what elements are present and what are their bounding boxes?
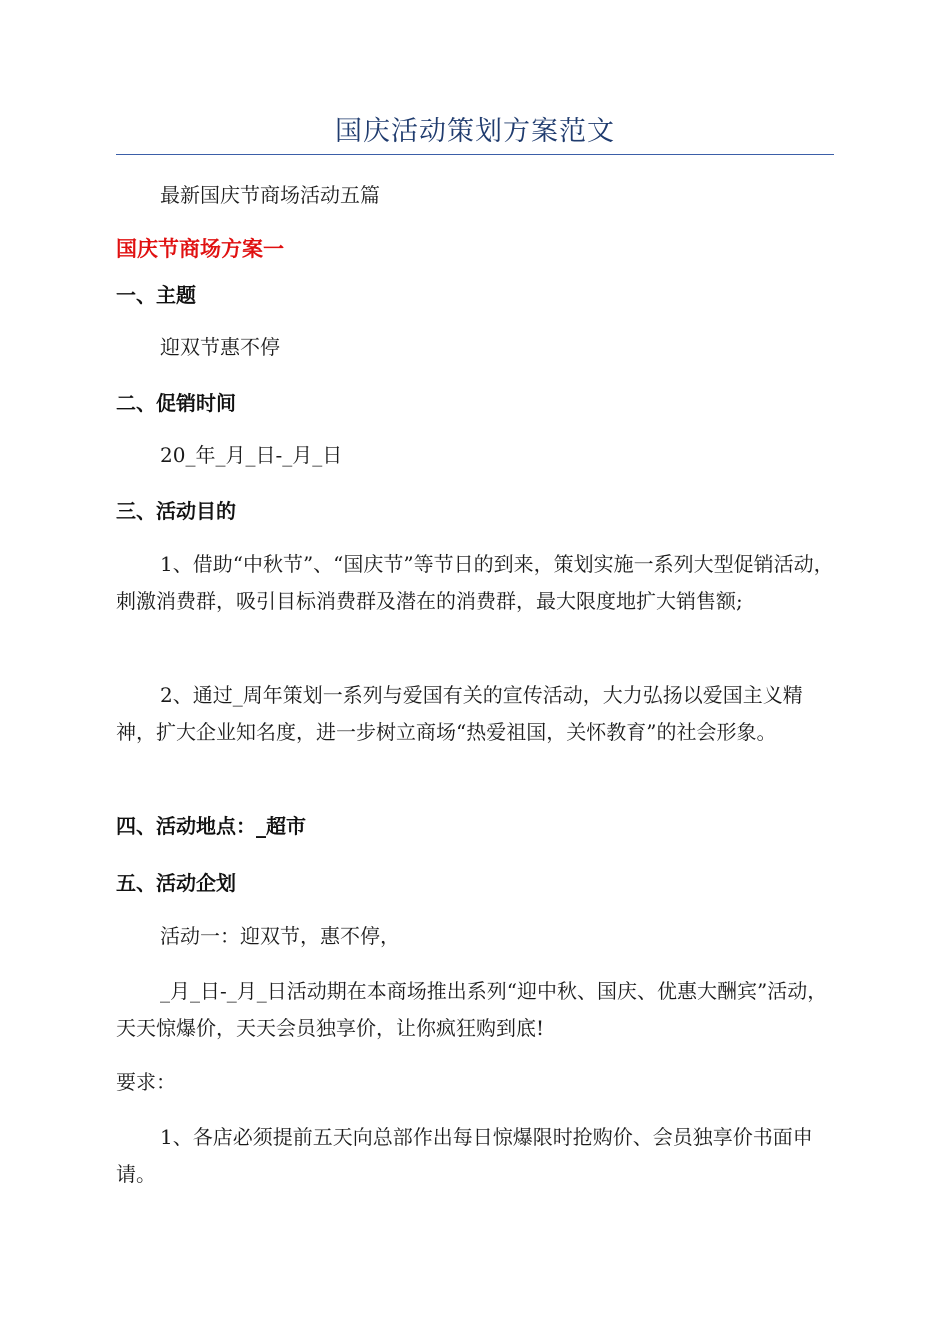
subtitle: 最新国庆节商场活动五篇 [160,183,380,207]
requirement-1: 1、各店必须提前五天向总部作出每日惊爆限时抢购价、会员独享价书面申请。 [116,1125,813,1186]
purpose-paragraph-1: 1、借助“中秋节”、“国庆节”等节日的到来，策划实施一系列大型促销活动，刺激消费群，吸引目标消费群及潜在的消费群，最大限度地扩大销售额; [116,552,834,613]
heading-planning: 五、活动企划 [116,871,236,895]
theme-text: 迎双节惠不停 [160,335,280,359]
activity-one-description: _月_日-_月_日活动期在本商场推出系列“迎中秋、国庆、优惠大酬宾”活动，天天惊爆价，天天会员独享价，让你疯狂购到底! [116,979,828,1040]
document-title: 国庆活动策划方案范文 [335,116,615,147]
title-underline [116,154,834,155]
heading-time: 二、促销时间 [116,391,236,415]
activity-one: 活动一：迎双节，惠不停， [160,924,400,948]
requirements-label: 要求： [116,1070,176,1094]
heading-purpose: 三、活动目的 [116,499,236,523]
time-text: 20_年_月_日-_月_日 [160,443,343,467]
section-title: 国庆节商场方案一 [116,237,284,261]
purpose-paragraph-2: 2、通过_周年策划一系列与爱国有关的宣传活动，大力弘扬以爱国主义精神，扩大企业知名度，进一步树立商场“热爱祖国，关怀教育”的社会形象。 [116,683,803,744]
heading-location: 四、活动地点：_超市 [116,814,306,838]
heading-theme: 一、主题 [116,283,196,307]
